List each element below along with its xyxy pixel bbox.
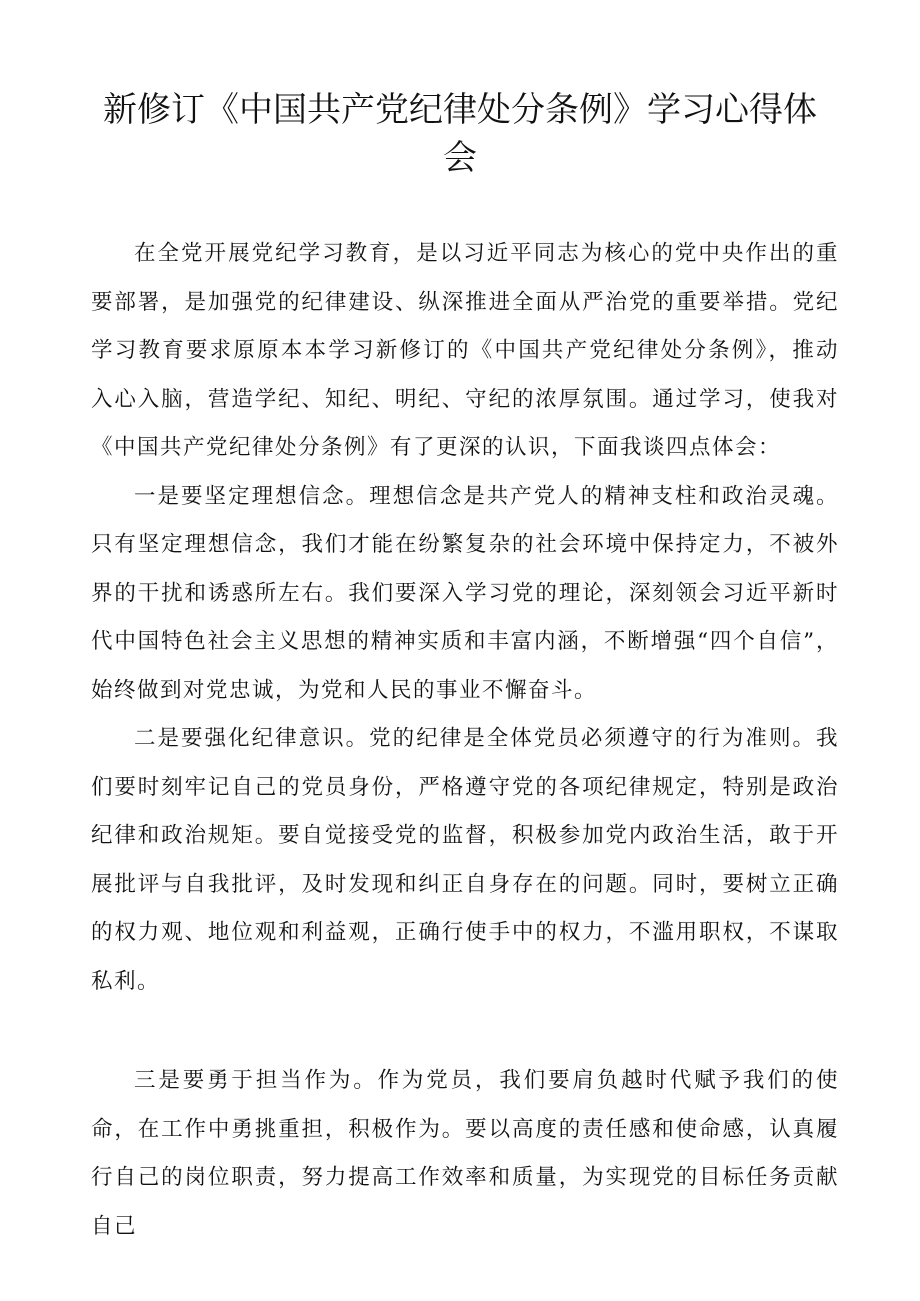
paragraph-point-one: 一是要坚定理想信念。理想信念是共产党人的精神支柱和政治灵魂。只有坚定理想信念，我们才能在纷繁复杂的社会环境中保持定力，不被外界的干扰和诱惑所左右。我们要深入学习党的理论，深刻领会习近平新时代中国特色社会主义思想的精神实质和丰富内涵，不断增强“四个自信”，始终做到对党忠诚，为党和人民的事业不懈奋斗。 bbox=[91, 483, 839, 703]
paragraph-intro: 在全党开展党纪学习教育，是以习近平同志为核心的党中央作出的重要部署，是加强党的纪律建设、纵深推进全面从严治党的重要举措。党纪学习教育要求原原本本学习新修订的《中国共产党纪律处分条例》，推动入心入脑，营造学纪、知纪、明纪、守纪的浓厚氛围。通过学习，使我对《中国共产党纪律处分条例》有了更深的认识，下面我谈四点体会： bbox=[91, 241, 839, 460]
paragraph-point-two: 二是要强化纪律意识。党的纪律是全体党员必须遵守的行为准则。我们要时刻牢记自己的党员身份，严格遵守党的各项纪律规定，特别是政治纪律和政治规矩。要自觉接受党的监督，积极参加党内政治生活，敢于开展批评与自我批评，及时发现和纠正自身存在的问题。同时，要树立正确的权力观、地位观和利益观，正确行使手中的权力，不滥用职权，不谋取私利。 bbox=[91, 726, 839, 994]
paragraph-point-three: 三是要勇于担当作为。作为党员，我们要肩负越时代赋予我们的使命，在工作中勇挑重担，积极作为。要以高度的责任感和使命感，认真履行自己的岗位职责，努力提高工作效率和质量，为实现党的目标任务贡献自己 bbox=[91, 1068, 839, 1239]
body-text-lower bbox=[91, 1057, 839, 1251]
body-text-upper bbox=[91, 230, 839, 1006]
document-title: 新修订《中国共产党纪律处分条例》学习心得体会 bbox=[103, 90, 817, 178]
